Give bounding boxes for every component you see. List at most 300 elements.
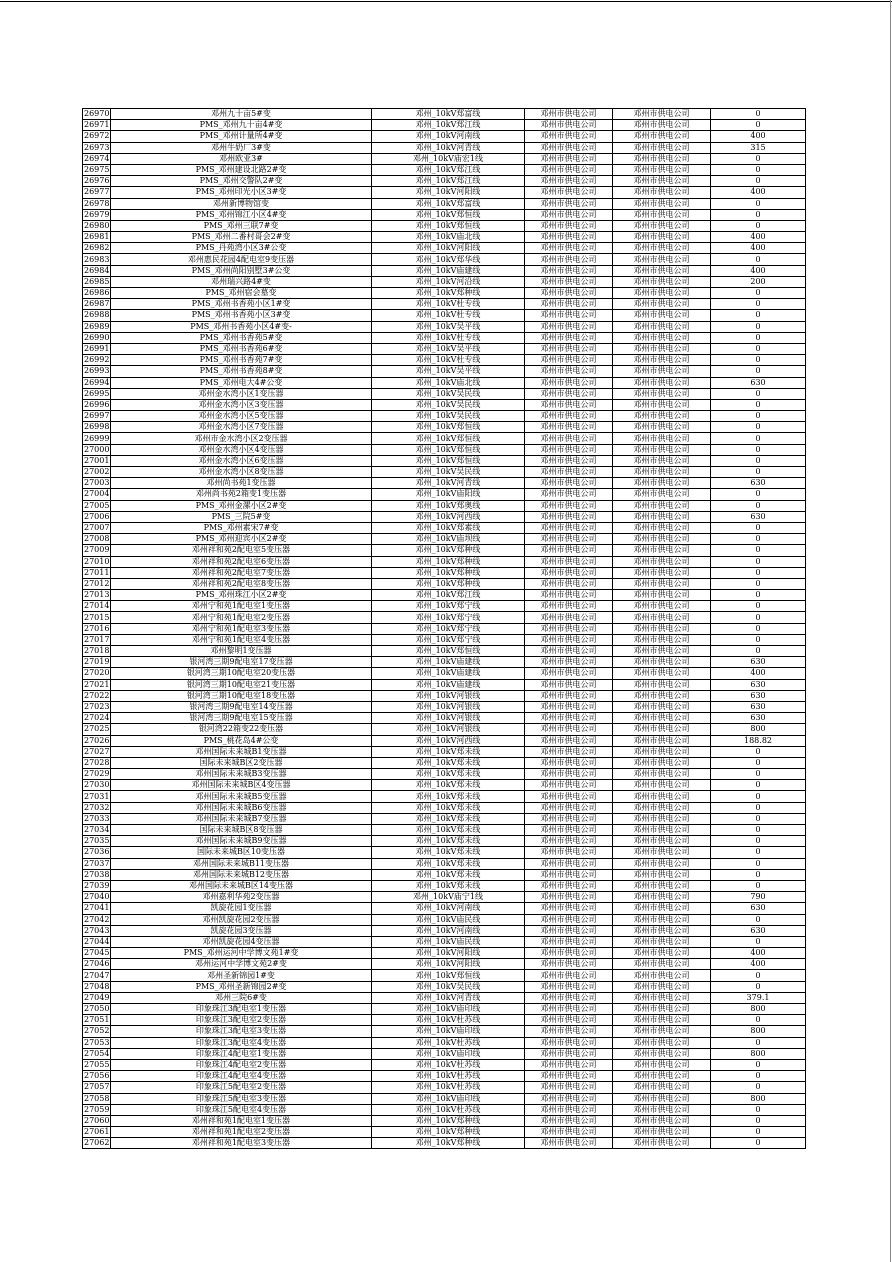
company-cell: 邓州市供电公司 [525,489,613,500]
transformer-name-cell: 邓州牛奶厂3#变 [111,142,372,153]
table-row [83,623,806,634]
row-id-cell: 27038 [84,869,110,879]
capacity-cell: 0 [711,802,806,813]
table-row [83,511,806,522]
company-cell: 邓州市供电公司 [525,623,613,634]
transformer-name-cell: 邓州金水湾小区6变压器 [111,455,372,466]
table-row [83,187,806,198]
capacity-cell: 0 [711,1127,806,1138]
company-cell: 邓州市供电公司 [525,343,613,354]
transformer-name-cell: PMS_邓州锦江小区4#变 [111,209,372,220]
table-row [83,109,806,120]
company-cell: 邓州市供电公司 [525,802,613,813]
row-id-cell: 27052 [84,1026,110,1036]
transformer-name-cell: PMS_邓州印光小区3#变 [111,187,372,198]
row-id-cell: 27058 [84,1093,110,1103]
table-row [83,164,806,175]
line-name-cell: 邓州_10kV庙印线 [372,1026,525,1037]
table-row [83,176,806,187]
transformer-name-cell: 邓州祥和苑1配电室1变压器 [111,1115,372,1126]
row-id-cell: 27054 [84,1048,110,1058]
row-id-cell: 27021 [84,679,110,689]
company-cell-2: 邓州市供电公司 [613,847,711,858]
line-name-cell: 邓州_10kV吴民线 [372,388,525,399]
company-cell: 邓州市供电公司 [525,903,613,914]
company-cell-2: 邓州市供电公司 [613,198,711,209]
capacity-cell: 0 [711,355,806,366]
transformer-name-cell: 邓州运河中学博文苑2#变 [111,959,372,970]
line-name-cell: 邓州_10kV庙印线 [372,1093,525,1104]
capacity-cell: 800 [711,1048,806,1059]
table-row [83,534,806,545]
row-id-cell: 27055 [84,1060,110,1070]
line-name-cell: 邓州_10kV杜苏线 [372,1071,525,1082]
row-id-cell: 26983 [84,254,110,264]
row-id-cell: 26985 [84,276,110,286]
company-cell-2: 邓州市供电公司 [613,757,711,768]
row-id-cell: 27057 [84,1082,110,1092]
company-cell-2: 邓州市供电公司 [613,176,711,187]
capacity-cell: 400 [711,232,806,243]
transformer-name-cell: 邓州九十亩5#变 [111,109,372,120]
table-row [83,578,806,589]
row-id-cell: 27009 [84,545,110,555]
capacity-cell: 0 [711,332,806,343]
company-cell: 邓州市供电公司 [525,243,613,254]
company-cell-2: 邓州市供电公司 [613,131,711,142]
line-name-cell: 邓州_10kV杜专线 [372,355,525,366]
transformer-name-cell: 印象珠江4配电室1变压器 [111,1048,372,1059]
table-row [83,332,806,343]
capacity-cell: 0 [711,343,806,354]
company-cell: 邓州市供电公司 [525,880,613,891]
line-name-cell: 邓州_10kV郑未线 [372,791,525,802]
row-id-cell: 27007 [84,523,110,533]
table-row [83,1004,806,1015]
transformer-name-cell: 邓州凯旋花园4变压器 [111,936,372,947]
transformer-name-cell: PMS_丹苑湾小区3#公变 [111,243,372,254]
row-id-cell: 26972 [84,131,110,141]
transformer-name-cell: PMS_邓州运河中学博文苑1#变 [111,948,372,959]
transformer-name-cell: PMS_邓州三联7#变 [111,220,372,231]
line-name-cell: 邓州_10kV郑未线 [372,836,525,847]
line-name-cell: 邓州_10kV河南线 [372,925,525,936]
line-name-cell: 邓州_10kV杜专线 [372,310,525,321]
line-name-cell: 邓州_10kV郑种线 [372,567,525,578]
transformer-name-cell: 银河湾三期10配电室21变压器 [111,679,372,690]
line-name-cell: 邓州_10kV郑未线 [372,880,525,891]
capacity-cell: 400 [711,959,806,970]
company-cell: 邓州市供电公司 [525,478,613,489]
capacity-cell: 0 [711,623,806,634]
row-id-cell: 27040 [84,892,110,902]
row-id-cell: 27061 [84,1127,110,1137]
line-name-cell: 邓州_10kV郑江线 [372,164,525,175]
company-cell: 邓州市供电公司 [525,1071,613,1082]
table-row [83,355,806,366]
capacity-cell: 0 [711,1015,806,1026]
line-name-cell: 邓州_10kV河阳线 [372,959,525,970]
line-name-cell: 邓州_10kV河青线 [372,478,525,489]
row-id-cell: 27011 [84,567,110,577]
capacity-cell: 0 [711,467,806,478]
row-id-cell: 27003 [84,478,110,488]
company-cell: 邓州市供电公司 [525,422,613,433]
transformer-name-cell: PMS_邓州书香苑6#变 [111,343,372,354]
transformer-name-cell: 邓州瑞兴路4#变 [111,276,372,287]
transformer-name-cell: 邓州国际未来城B6变压器 [111,802,372,813]
row-id-cell: 27060 [84,1115,110,1125]
transformer-table [82,108,806,1149]
company-cell-2: 邓州市供电公司 [613,232,711,243]
table-row [83,847,806,858]
company-cell-2: 邓州市供电公司 [613,724,711,735]
row-id-cell: 27025 [84,724,110,734]
row-id-cell: 26993 [84,366,110,376]
table-row [83,813,806,824]
company-cell-2: 邓州市供电公司 [613,936,711,947]
capacity-cell: 0 [711,970,806,981]
table-row [83,1071,806,1082]
company-cell: 邓州市供电公司 [525,578,613,589]
transformer-name-cell: PMS_邓州九十亩4#变 [111,120,372,131]
capacity-cell: 0 [711,746,806,757]
company-cell-2: 邓州市供电公司 [613,634,711,645]
line-name-cell: 邓州_10kV郑未线 [372,847,525,858]
company-cell-2: 邓州市供电公司 [613,433,711,444]
table-row [83,422,806,433]
company-cell: 邓州市供电公司 [525,176,613,187]
transformer-name-cell: 邓州三院6#变 [111,992,372,1003]
company-cell: 邓州市供电公司 [525,467,613,478]
transformer-name-cell: PMS_邓州金漯小区2#变 [111,500,372,511]
capacity-cell: 0 [711,411,806,422]
line-name-cell: 邓州_10kV郑未线 [372,802,525,813]
table-row [83,903,806,914]
company-cell-2: 邓州市供电公司 [613,411,711,422]
company-cell: 邓州市供电公司 [525,914,613,925]
row-id-cell: 27023 [84,702,110,712]
transformer-name-cell: 邓州市金水湾小区2变压器 [111,433,372,444]
company-cell: 邓州市供电公司 [525,265,613,276]
capacity-cell: 400 [711,131,806,142]
line-name-cell: 邓州_10kV郑恒线 [372,970,525,981]
transformer-name-cell: 国际未来城B区8变压器 [111,825,372,836]
capacity-cell: 400 [711,668,806,679]
company-cell-2: 邓州市供电公司 [613,1082,711,1093]
company-cell: 邓州市供电公司 [525,657,613,668]
capacity-cell: 0 [711,310,806,321]
transformer-name-cell: 邓州嘉利华苑2变压器 [111,892,372,903]
line-name-cell: 邓州_10kV庙建线 [372,657,525,668]
table-row [83,1115,806,1126]
company-cell-2: 邓州市供电公司 [613,903,711,914]
company-cell-2: 邓州市供电公司 [613,567,711,578]
table-row [83,601,806,612]
company-cell: 邓州市供电公司 [525,746,613,757]
company-cell-2: 邓州市供电公司 [613,254,711,265]
capacity-cell: 400 [711,265,806,276]
capacity-cell: 400 [711,187,806,198]
capacity-cell: 0 [711,164,806,175]
company-cell-2: 邓州市供电公司 [613,355,711,366]
company-cell-2: 邓州市供电公司 [613,623,711,634]
company-cell: 邓州市供电公司 [525,757,613,768]
table-row [83,377,806,388]
line-name-cell: 邓州_10kV郑恒线 [372,220,525,231]
transformer-name-cell: 印象珠江3配电室1变压器 [111,1004,372,1015]
row-id-cell: 26979 [84,209,110,219]
capacity-cell: 0 [711,109,806,120]
company-cell-2: 邓州市供电公司 [613,489,711,500]
transformer-name-cell: 邓州祥和苑1配电室2变压器 [111,1127,372,1138]
transformer-name-cell: 邓州国际未来城B7变压器 [111,813,372,824]
transformer-name-cell: PMS_邓州书香苑小区4#变- [111,321,372,332]
company-cell: 邓州市供电公司 [525,500,613,511]
transformer-name-cell: 银河湾三期9配电室17变压器 [111,657,372,668]
capacity-cell: 790 [711,892,806,903]
capacity-cell: 0 [711,1071,806,1082]
company-cell-2: 邓州市供电公司 [613,601,711,612]
capacity-cell: 0 [711,299,806,310]
company-cell-2: 邓州市供电公司 [613,1138,711,1149]
table-row [83,366,806,377]
capacity-cell: 0 [711,646,806,657]
row-id-cell: 27012 [84,578,110,588]
company-cell-2: 邓州市供电公司 [613,288,711,299]
row-id-cell: 27006 [84,511,110,521]
company-cell-2: 邓州市供电公司 [613,735,711,746]
table-row [83,433,806,444]
company-cell-2: 邓州市供电公司 [613,276,711,287]
table-row [83,276,806,287]
company-cell: 邓州市供电公司 [525,981,613,992]
row-id-cell: 27001 [84,455,110,465]
row-id-cell: 27044 [84,936,110,946]
capacity-cell: 0 [711,288,806,299]
company-cell: 邓州市供电公司 [525,948,613,959]
capacity-cell: 630 [711,701,806,712]
row-id-cell: 27022 [84,690,110,700]
table-row [83,936,806,947]
capacity-cell: 0 [711,433,806,444]
company-cell: 邓州市供电公司 [525,310,613,321]
company-cell-2: 邓州市供电公司 [613,310,711,321]
company-cell-2: 邓州市供电公司 [613,590,711,601]
line-name-cell: 邓州_10kV郑宁线 [372,612,525,623]
row-id-cell: 26994 [84,377,110,387]
company-cell-2: 邓州市供电公司 [613,780,711,791]
capacity-cell: 0 [711,176,806,187]
capacity-cell: 0 [711,836,806,847]
company-cell-2: 邓州市供电公司 [613,981,711,992]
capacity-cell: 0 [711,858,806,869]
line-name-cell: 邓州_10kV郑江线 [372,120,525,131]
transformer-name-cell: PMS_邓州书香苑小区3#变 [111,310,372,321]
company-cell-2: 邓州市供电公司 [613,299,711,310]
capacity-cell: 0 [711,556,806,567]
row-id-cell: 27043 [84,925,110,935]
row-id-cell: 27036 [84,847,110,857]
row-id-cell: 26970 [84,109,110,119]
transformer-name-cell: 邓州祥和苑2配电室5变压器 [111,545,372,556]
capacity-cell: 0 [711,388,806,399]
company-cell: 邓州市供电公司 [525,925,613,936]
table-row [83,668,806,679]
capacity-cell: 315 [711,142,806,153]
company-cell-2: 邓州市供电公司 [613,892,711,903]
company-cell: 邓州市供电公司 [525,366,613,377]
company-cell: 邓州市供电公司 [525,970,613,981]
capacity-cell: 800 [711,724,806,735]
transformer-name-cell: PMS_邓州素宋7#变 [111,522,372,533]
capacity-cell: 0 [711,825,806,836]
company-cell-2: 邓州市供电公司 [613,265,711,276]
capacity-cell: 0 [711,455,806,466]
row-id-cell: 27002 [84,467,110,477]
company-cell: 邓州市供电公司 [525,198,613,209]
line-name-cell: 邓州_10kV郑宁线 [372,623,525,634]
transformer-name-cell: 银河湾三期9配电室15变压器 [111,713,372,724]
capacity-cell: 0 [711,757,806,768]
company-cell: 邓州市供电公司 [525,858,613,869]
company-cell: 邓州市供电公司 [525,713,613,724]
table-row [83,769,806,780]
capacity-cell: 0 [711,590,806,601]
table-row [83,746,806,757]
capacity-cell: 200 [711,276,806,287]
row-id-cell: 27051 [84,1015,110,1025]
transformer-name-cell: PMS_邓州圣新锦园2#变 [111,981,372,992]
company-cell: 邓州市供电公司 [525,847,613,858]
line-name-cell: 邓州_10kV河银线 [372,690,525,701]
line-name-cell: 邓州_10kV郑种线 [372,1115,525,1126]
transformer-name-cell: PMS_邓州书香苑7#变 [111,355,372,366]
company-cell-2: 邓州市供电公司 [613,1093,711,1104]
company-cell: 邓州市供电公司 [525,1093,613,1104]
company-cell-2: 邓州市供电公司 [613,701,711,712]
line-name-cell: 邓州_10kV郑种线 [372,288,525,299]
company-cell: 邓州市供电公司 [525,433,613,444]
line-name-cell: 邓州_10kV吴平线 [372,321,525,332]
transformer-name-cell: 印象珠江3配电室3变压器 [111,1026,372,1037]
company-cell-2: 邓州市供电公司 [613,534,711,545]
company-cell: 邓州市供电公司 [525,724,613,735]
company-cell-2: 邓州市供电公司 [613,120,711,131]
transformer-table-body [83,109,806,1149]
row-id-cell: 26981 [84,232,110,242]
company-cell: 邓州市供电公司 [525,142,613,153]
company-cell: 邓州市供电公司 [525,769,613,780]
row-id-cell: 27032 [84,802,110,812]
company-cell-2: 邓州市供电公司 [613,511,711,522]
line-name-cell: 邓州_10kV庙北线 [372,232,525,243]
table-row [83,388,806,399]
row-id-cell: 27033 [84,813,110,823]
company-cell: 邓州市供电公司 [525,1026,613,1037]
capacity-cell: 0 [711,1104,806,1115]
row-id-cell: 27041 [84,903,110,913]
transformer-name-cell: 邓州祥和苑1配电室3变压器 [111,1138,372,1149]
transformer-name-cell: 邓州黎明1变压器 [111,646,372,657]
row-id-cell: 27030 [84,780,110,790]
capacity-cell: 0 [711,500,806,511]
capacity-cell: 0 [711,869,806,880]
transformer-name-cell: PMS_邓州计量所4#变 [111,131,372,142]
transformer-name-cell: 邓州圣新锦园1#变 [111,970,372,981]
table-row [83,634,806,645]
company-cell: 邓州市供电公司 [525,321,613,332]
row-id-cell: 26982 [84,243,110,253]
company-cell: 邓州市供电公司 [525,701,613,712]
table-row [83,802,806,813]
company-cell: 邓州市供电公司 [525,1127,613,1138]
capacity-cell: 0 [711,1138,806,1149]
row-id-cell: 27034 [84,825,110,835]
table-row [83,265,806,276]
company-cell-2: 邓州市供电公司 [613,1048,711,1059]
row-id-cell: 26986 [84,288,110,298]
line-name-cell: 邓州_10kV郑恒线 [372,422,525,433]
company-cell: 邓州市供电公司 [525,444,613,455]
transformer-name-cell: 邓州金水湾小区5变压器 [111,411,372,422]
line-name-cell: 邓州_10kV郑种线 [372,1127,525,1138]
capacity-cell: 630 [711,713,806,724]
company-cell: 邓州市供电公司 [525,1082,613,1093]
table-row [83,858,806,869]
line-name-cell: 邓州_10kV郑宁线 [372,634,525,645]
table-row [83,489,806,500]
row-id-cell: 27019 [84,657,110,667]
company-cell: 邓州市供电公司 [525,1138,613,1149]
table-row [83,411,806,422]
capacity-cell: 0 [711,1115,806,1126]
row-id-cell: 27062 [84,1138,110,1148]
line-name-cell: 邓州_10kV吴平线 [372,366,525,377]
capacity-cell: 630 [711,903,806,914]
company-cell: 邓州市供电公司 [525,1048,613,1059]
line-name-cell: 邓州_10kV郑恒线 [372,209,525,220]
row-id-cell: 27014 [84,601,110,611]
line-name-cell: 邓州_10kV河银线 [372,713,525,724]
transformer-name-cell: 邓州金水湾小区3变压器 [111,399,372,410]
company-cell-2: 邓州市供电公司 [613,1015,711,1026]
company-cell-2: 邓州市供电公司 [613,1104,711,1115]
row-id-cell: 27024 [84,713,110,723]
line-name-cell: 邓州_10kV庙印线 [372,1048,525,1059]
table-row [83,1138,806,1149]
company-cell: 邓州市供电公司 [525,601,613,612]
line-name-cell: 邓州_10kV河阳线 [372,187,525,198]
company-cell-2: 邓州市供电公司 [613,1071,711,1082]
line-name-cell: 邓州_10kV郑华线 [372,254,525,265]
transformer-name-cell: PMS_邓州尚阳别墅3#公变 [111,265,372,276]
company-cell-2: 邓州市供电公司 [613,679,711,690]
row-id-cell: 26976 [84,176,110,186]
table-row [83,836,806,847]
capacity-cell: 0 [711,1037,806,1048]
row-id-cell: 26997 [84,411,110,421]
row-id-cell: 27049 [84,992,110,1002]
row-id-cell: 26971 [84,120,110,130]
company-cell: 邓州市供电公司 [525,690,613,701]
company-cell-2: 邓州市供电公司 [613,1059,711,1070]
company-cell: 邓州市供电公司 [525,869,613,880]
company-cell-2: 邓州市供电公司 [613,209,711,220]
company-cell-2: 邓州市供电公司 [613,467,711,478]
company-cell: 邓州市供电公司 [525,455,613,466]
row-id-cell: 26977 [84,187,110,197]
